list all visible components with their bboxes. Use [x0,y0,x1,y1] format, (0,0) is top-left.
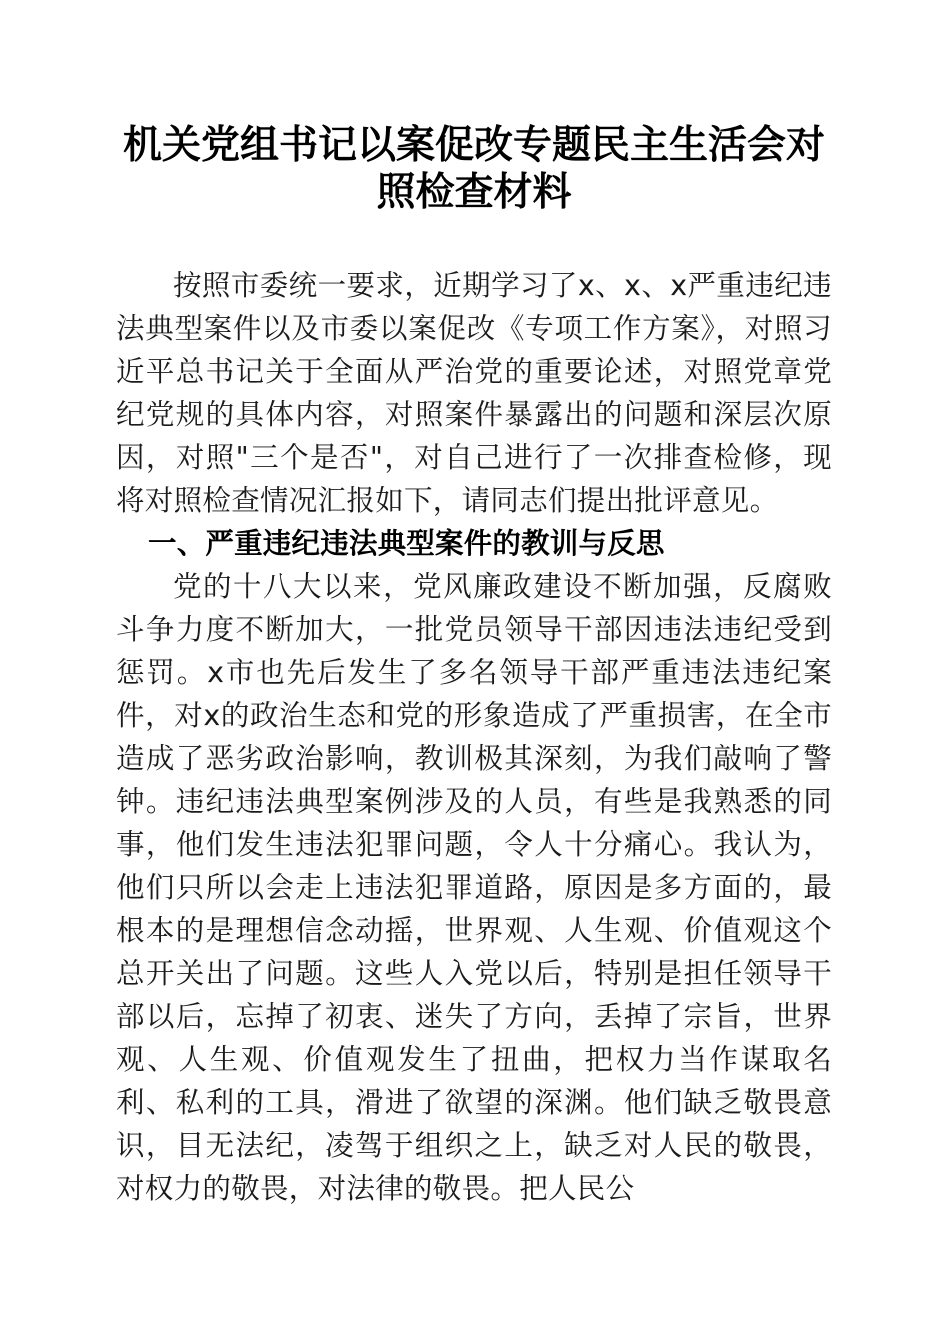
document-body [116,216,832,1210]
section-heading-one: 一、严重违纪违法典型案件的教训与反思 [148,527,665,560]
page-title: 机关党组书记以案促改专题民主生活会对照检查材料 [122,124,825,214]
paragraph-section-one-body: 党的十八大以来，党风廉政建设不断加强，反腐败斗争力度不断加大，一批党员领导干部因违法违纪受到惩罚。x市也先后发生了多名领导干部严重违法违纪案件，对x的政治生态和党的形象造成了严重损害，在全市造成了恶劣政治影响，教训极其深刻，为我们敲响了警钟。违纪违法典型案例涉及的人员，有些是我熟悉的同事，他们发生违法犯罪问题，令人十分痛心。我认为，他们只所以会走上违法犯罪道路，原因是多方面的，最根本的是理想信念动摇，世界观、人生观、价值观这个总开关出了问题。这些人入党以后，特别是担任领导干部以后，忘掉了初衷、迷失了方向，丢掉了宗旨，世界观、人生观、价值观发生了扭曲，把权力当作谋取名利、私利的工具，滑进了欲望的深渊。他们缺乏敬畏意识，目无法纪，凌驾于组织之上，缺乏对人民的敬畏，对权力的敬畏，对法律的敬畏。把人民公 [116,570,832,1205]
paragraph-intro: 按照市委统一要求，近期学习了x、x、x严重违纪违法典型案件以及市委以案促改《专项工作方案》，对照习近平总书记关于全面从严治党的重要论述，对照党章党纪党规的具体内容，对照案件暴露出的问题和深层次原因，对照"三个是否"，对自己进行了一次排查检修，现将对照检查情况汇报如下，请同志们提出批评意见。 [116,269,832,517]
document-content-column [116,0,832,1210]
